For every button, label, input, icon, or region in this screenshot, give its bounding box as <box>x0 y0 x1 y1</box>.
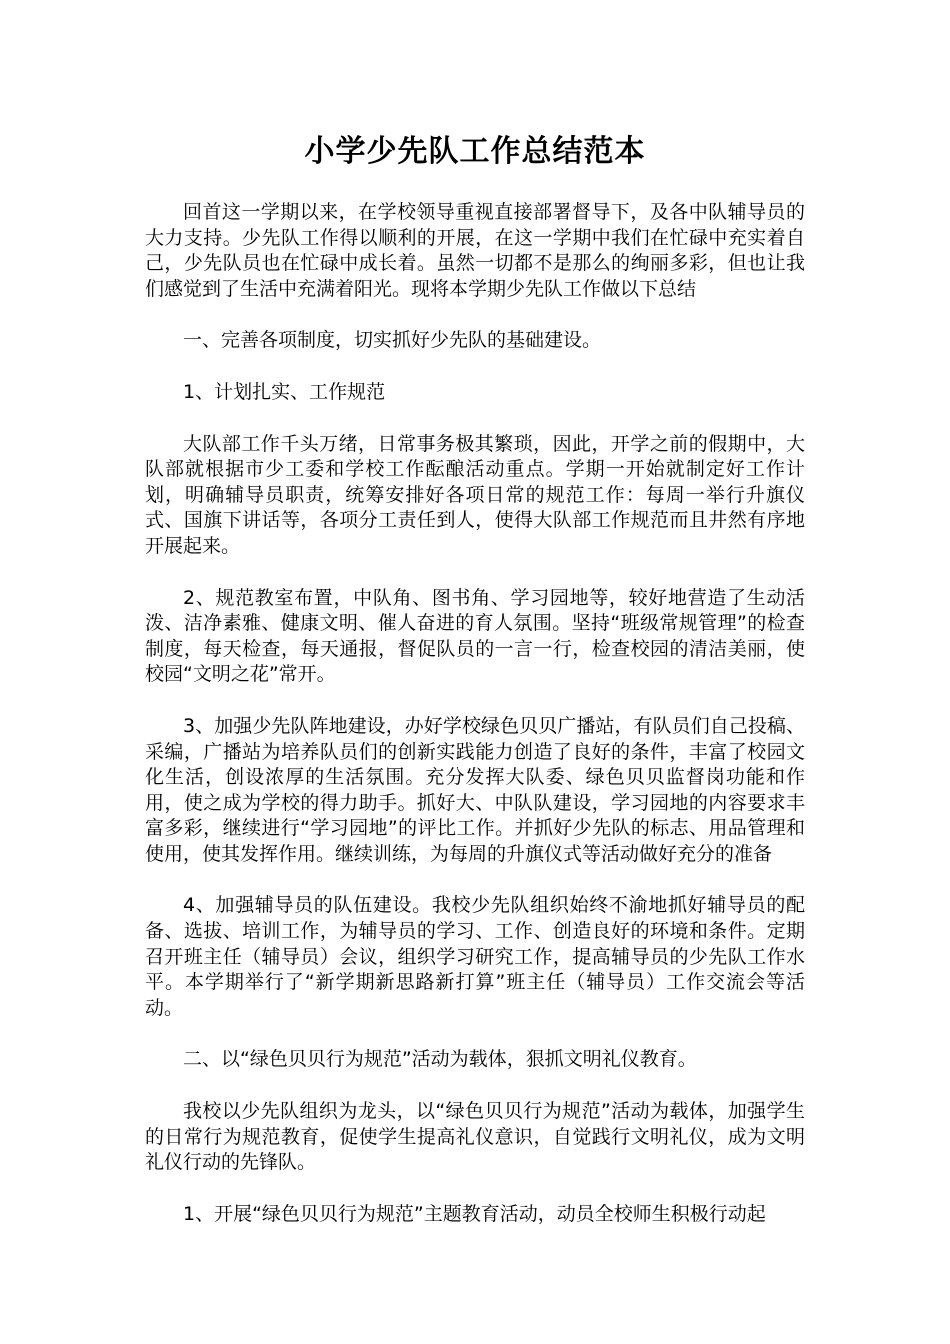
paragraph-etiquette: 我校以少先队组织为龙头，以“绿色贝贝行为规范”活动为载体，加强学生的日常行为规范教育，促使学生提高礼仪意识，自觉践行文明礼仪，成为文明礼仪行动的先锋队。 <box>145 1100 805 1174</box>
paragraph-counselor-team: 4、加强辅导员的队伍建设。我校少先队组织始终不渝地抓好辅导员的配备、选拔、培训工作，为辅导员的学习、工作、创造良好的环境和条件。定期召开班主任（辅导员）会议，组织学习研究工作，提高辅导员的少先队工作水平。本学期举行了“新学期新思路新打算”班主任（辅导员）工作交流会等活动。 <box>145 894 805 1019</box>
section-heading-2: 二、以“绿色贝贝行为规范”活动为载体，狠抓文明礼仪教育。 <box>183 1048 697 1071</box>
document-title: 小学少先队工作总结范本 <box>304 134 646 169</box>
paragraph-theme-activity: 1、开展“绿色贝贝行为规范”主题教育活动，动员全校师生积极行动起 <box>183 1202 766 1225</box>
paragraph-intro: 回首这一学期以来，在学校领导重视直接部署督导下，及各中队辅导员的大力支持。少先队工作得以顺利的开展，在这一学期中我们在忙碌中充实着自己，少先队员也在忙碌中成长着。虽然一切都不是那么的绚丽多彩，但也让我们感觉到了生活中充满着阳光。现将本学期少先队工作做以下总结 <box>145 201 805 300</box>
paragraph-position-building: 3、加强少先队阵地建设，办好学校绿色贝贝广播站，有队员们自己投稿、采编，广播站为培养队员们的创新实践能力创造了良好的条件，丰富了校园文化生活，创设浓厚的生活氛围。充分发挥大队委、绿色贝贝监督岗功能和作用，使之成为学校的得力助手。抓好大、中队队建设，学习园地的内容要求丰富多彩，继续进行“学习园地”的评比工作。并抓好少先队的标志、用品管理和使用，使其发挥作用。继续训练，为每周的升旗仪式等活动做好充分的准备 <box>145 714 805 865</box>
subsection-heading-1-1: 1、计划扎实、工作规范 <box>183 380 386 403</box>
paragraph-classroom: 2、规范教室布置，中队角、图书角、学习园地等，较好地营造了生动活泼、洁净素雅、健康文明、催人奋进的育人氛围。坚持“班级常规管理”的检查制度，每天检查，每天通报，督促队员的一言一行，检查校园的清洁美丽，使校园“文明之花”常开。 <box>145 586 805 686</box>
section-heading-1: 一、完善各项制度，切实抓好少先队的基础建设。 <box>183 329 602 352</box>
paragraph-planning: 大队部工作千头万绪，日常事务极其繁琐，因此，开学之前的假期中，大队部就根据市少工委和学校工作酝酿活动重点。学期一开始就制定好工作计划，明确辅导员职责，统筹安排好各项日常的规范工作：每周一举行升旗仪式、国旗下讲话等，各项分工责任到人，使得大队部工作规范而且井然有序地开展起来。 <box>145 432 805 557</box>
document-body <box>145 200 805 1253</box>
